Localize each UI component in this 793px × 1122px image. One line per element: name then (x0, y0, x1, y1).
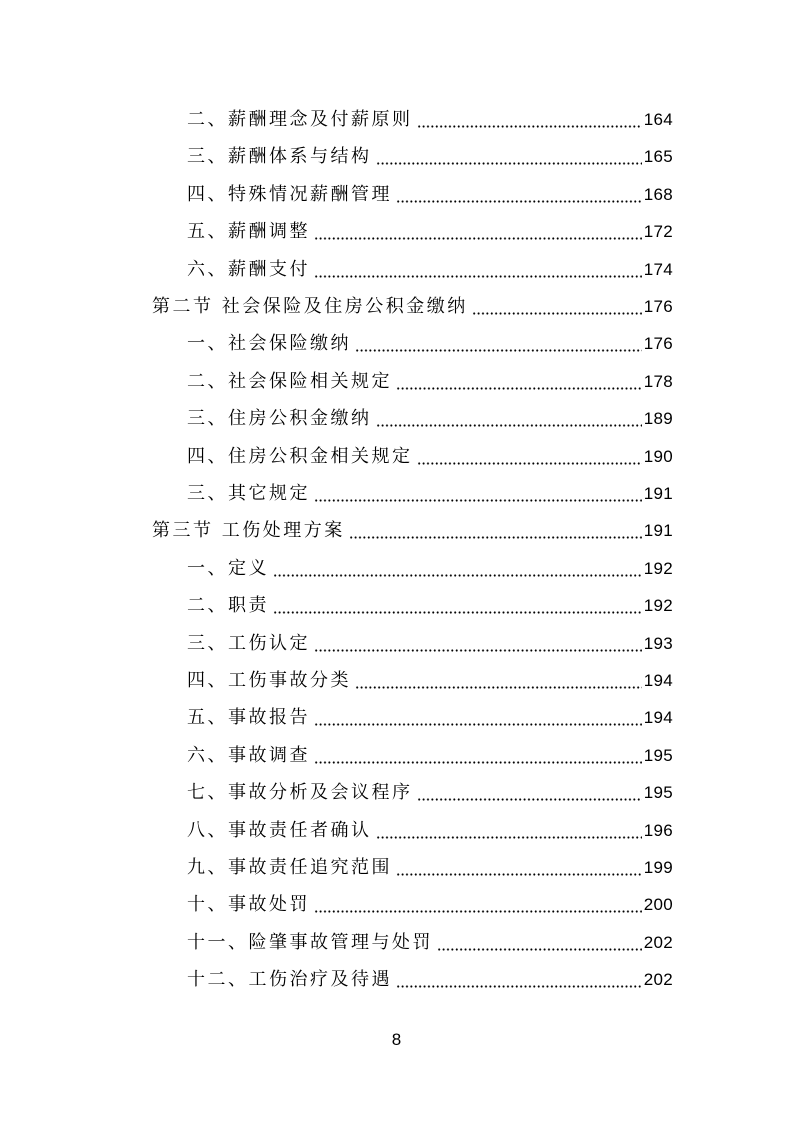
toc-entry[interactable] (187, 812, 673, 849)
toc-dot-leader (314, 275, 642, 278)
toc-dot-leader (314, 649, 642, 652)
toc-entry-title: 三、薪酬体系与结构 (187, 146, 372, 168)
toc-entry-title: 四、特殊情况薪酬管理 (187, 183, 392, 205)
toc-dot-leader (314, 499, 642, 502)
toc-entry-page: 196 (643, 820, 673, 840)
toc-entry-title: 第二节 社会保险及住房公积金缴纳 (152, 296, 468, 317)
toc-entry-page: 195 (643, 783, 673, 803)
toc-entry-title: 三、住房公积金缴纳 (187, 408, 372, 430)
toc-dot-leader (273, 574, 642, 577)
toc-dot-leader (376, 836, 642, 839)
toc-entry[interactable] (187, 138, 673, 175)
toc-entry[interactable] (187, 625, 673, 662)
toc-dot-leader (314, 723, 642, 726)
toc-entry-page: 176 (643, 297, 673, 316)
toc-entry-title: 二、薪酬理念及付薪原则 (187, 109, 413, 130)
toc-dot-leader (396, 387, 642, 390)
toc-entry[interactable] (187, 251, 673, 288)
toc-entry-title: 九、事故责任追究范围 (187, 857, 392, 878)
toc-entry-page: 165 (643, 147, 673, 167)
toc-entry-page: 192 (643, 596, 673, 616)
toc-entry-page: 190 (643, 446, 673, 466)
toc-entry-page: 202 (643, 970, 673, 990)
toc-entry-page: 200 (643, 895, 673, 915)
toc-entry-page: 191 (643, 521, 673, 541)
toc-entry-title: 十一、险肇事故管理与处罚 (187, 931, 433, 953)
toc-entry[interactable] (187, 101, 673, 138)
toc-entry-title: 一、定义 (187, 557, 269, 579)
toc-entry-page: 192 (643, 558, 673, 578)
toc-entry-title: 第三节 工伤处理方案 (152, 520, 345, 542)
toc-entry[interactable] (187, 699, 673, 736)
toc-entry[interactable] (187, 774, 673, 811)
toc-entry[interactable] (187, 886, 673, 923)
toc-entry[interactable] (187, 325, 673, 362)
toc-section-entry[interactable] (152, 288, 673, 325)
toc-entry-page: 168 (643, 184, 673, 204)
toc-entry-page: 199 (643, 858, 673, 877)
toc-dot-leader (396, 873, 642, 876)
toc-entry[interactable] (187, 849, 673, 886)
toc-entry-title: 三、工伤认定 (187, 632, 310, 654)
toc-entry[interactable] (187, 400, 673, 437)
toc-dot-leader (437, 948, 642, 951)
toc-dot-leader (417, 798, 642, 801)
toc-entry-page: 193 (643, 633, 673, 653)
toc-entry-page: 174 (643, 259, 673, 279)
toc-entry-title: 二、职责 (187, 595, 269, 617)
toc-entry-page: 164 (643, 110, 673, 129)
toc-entry[interactable] (187, 737, 673, 774)
toc-dot-leader (355, 349, 642, 352)
toc-entry-title: 六、薪酬支付 (187, 258, 310, 280)
toc-entry-page: 195 (643, 745, 673, 765)
toc-entry-title: 五、薪酬调整 (187, 221, 310, 243)
toc-entry[interactable] (187, 475, 673, 512)
page-number: 8 (391, 1030, 402, 1049)
toc-dot-leader (355, 686, 642, 689)
toc-entry-page: 202 (643, 932, 673, 952)
toc-entry-title: 八、事故责任者确认 (187, 819, 372, 841)
toc-entry[interactable] (187, 176, 673, 213)
toc-dot-leader (376, 162, 642, 165)
toc-dot-leader (417, 462, 642, 465)
toc-entry[interactable] (187, 550, 673, 587)
toc-dot-leader (273, 611, 642, 614)
toc-entry-title: 四、住房公积金相关规定 (187, 445, 413, 467)
toc-entry[interactable] (187, 363, 673, 400)
toc-entry-page: 176 (643, 334, 673, 354)
toc-entry-title: 十二、工伤治疗及待遇 (187, 969, 392, 991)
toc-entry-title: 二、社会保险相关规定 (187, 370, 392, 392)
toc-entry[interactable] (187, 587, 673, 624)
toc-dot-leader (349, 536, 642, 539)
toc-entry-title: 五、事故报告 (187, 707, 310, 729)
toc-dot-leader (417, 125, 642, 128)
toc-entry-title: 七、事故分析及会议程序 (187, 782, 413, 804)
toc-entry-title: 三、其它规定 (187, 483, 310, 504)
toc-entry[interactable] (187, 662, 673, 699)
toc-entry-page: 178 (643, 371, 673, 391)
toc-entry-page: 189 (643, 409, 673, 429)
toc-entry-page: 194 (643, 671, 673, 690)
toc-entry-title: 十、事故处罚 (187, 894, 310, 916)
toc-entry-title: 一、社会保险缴纳 (187, 333, 351, 355)
toc-entry-page: 194 (643, 708, 673, 728)
toc-entry[interactable] (187, 438, 673, 475)
toc-dot-leader (396, 200, 642, 203)
toc-dot-leader (314, 910, 642, 913)
toc-section-entry[interactable] (152, 512, 673, 549)
toc-dot-leader (396, 985, 642, 988)
toc-dot-leader (314, 761, 642, 764)
toc-entry[interactable] (187, 213, 673, 250)
toc-entry-page: 172 (643, 222, 673, 242)
toc-dot-leader (472, 312, 642, 315)
toc-entry-title: 四、工伤事故分类 (187, 670, 351, 691)
toc-dot-leader (314, 237, 642, 240)
toc-entry[interactable] (187, 961, 673, 998)
toc-entry[interactable] (187, 924, 673, 961)
toc-entry-title: 六、事故调查 (187, 744, 310, 766)
toc-dot-leader (376, 424, 642, 427)
toc-entry-page: 191 (643, 484, 673, 503)
